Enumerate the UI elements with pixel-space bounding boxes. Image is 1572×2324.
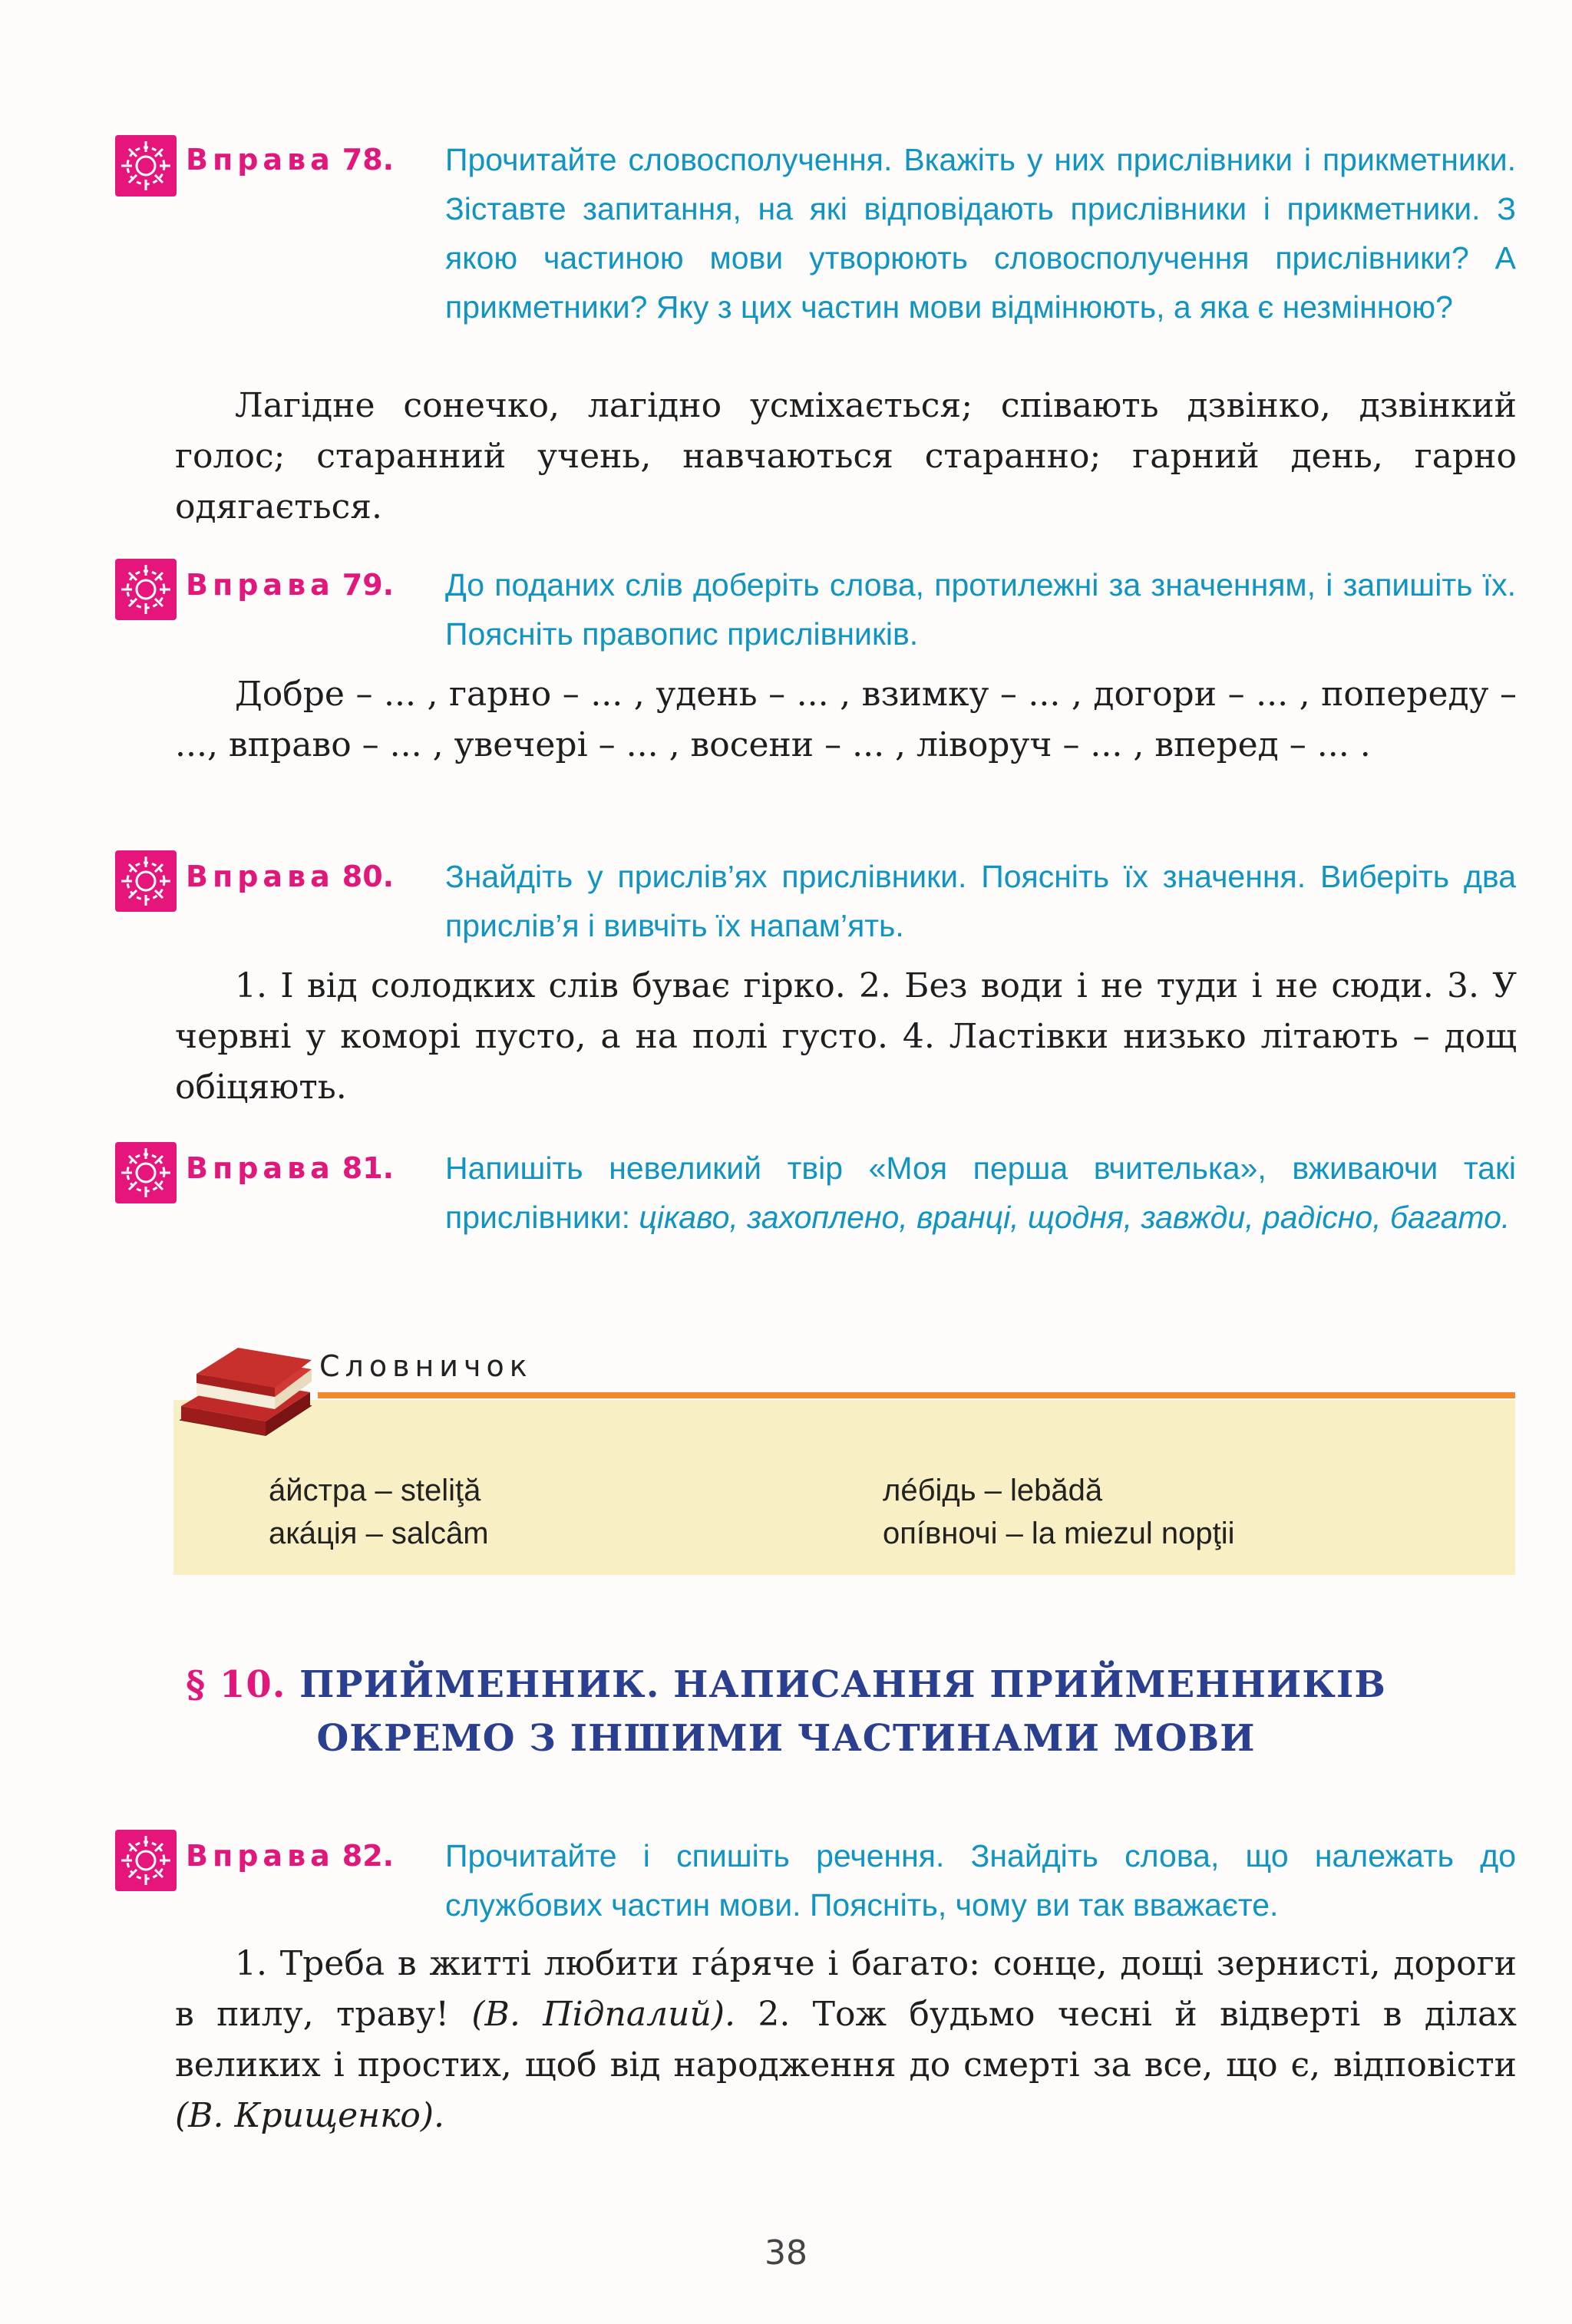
vocabulary-column-right — [883, 1469, 1235, 1555]
section-heading — [0, 1658, 1572, 1765]
section-heading-line-1: § 10. ПРИЙМЕННИК. НАПИСАННЯ ПРИЙМЕННИКІВ — [186, 1663, 1386, 1706]
books-icon — [173, 1335, 319, 1443]
ornament-icon — [115, 1830, 177, 1891]
ornament-icon — [115, 850, 177, 912]
vocabulary-entry: акáція – salcâm — [269, 1517, 489, 1550]
exercise-label: Вправа 78. — [186, 143, 395, 177]
section-heading-line-2: ОКРЕМО З ІНШИМИ ЧАСТИНАМИ МОВИ — [316, 1717, 1256, 1760]
exercise-text: Добре – ... , гарно – ... , удень – ... , взимку – ... , догори – ... , попереду – ..., вправо – ... , увечері – ... , восени – ... , ліворуч – ... , вперед – ... . — [175, 675, 1517, 764]
vocabulary-entry: áйстра – steliţă — [269, 1474, 481, 1507]
ornament-icon — [115, 1142, 177, 1203]
author-citation: (В. Підпалий). — [471, 1995, 735, 2034]
exercise-instruction: До поданих слів доберіть слова, протилежні за значенням, і запишіть їх. Поясніть правопис прислівників. — [445, 567, 1516, 652]
exercise-text: Лагідне сонечко, лагідно усміхається; співають дзвінко, дзвінкий голос; старанний учень, навчаються старанно; гарний день, гарно одягається. — [175, 386, 1517, 527]
vocabulary-title: Словничок — [319, 1349, 533, 1383]
ornament-icon — [115, 135, 177, 196]
exercise-label: Вправа 81. — [186, 1151, 395, 1185]
exercise-text: 1. І від солодких слів буває гірко. 2. Без води і не туди і не сюди. 3. У червні у коморі пусто, а на полі густо. 4. Ластівки низько літають – дощ обіцяють. — [175, 966, 1517, 1107]
ornament-icon — [115, 559, 177, 620]
exercise-label: Вправа 80. — [186, 860, 395, 893]
exercise-label: Вправа 79. — [186, 568, 395, 602]
vocabulary-entry: опíвночі – la miezul nopţii — [883, 1517, 1235, 1550]
exercise-instruction: Знайдіть у прислів’ях прислівники. Поясніть їх значення. Виберіть два прислів’я і вивчіть їх напам’ять. — [445, 859, 1516, 943]
exercise-text: 1. Треба в житті любити гáряче і багато: сонце, дощі зернисті, дороги в пилу, траву! (В. Підпалий). 2. Тож будьмо чесні й відверті в ділах великих і простих, щоб від народження до смерті за все, що є, відповісти (В. Крищенко). — [175, 1944, 1517, 2135]
vocabulary-box — [173, 1351, 1515, 1575]
vocabulary-entry: лéбідь – lebădă — [883, 1474, 1103, 1507]
exercise-instruction: Прочитайте і спишіть речення. Знайдіть слова, що належать до службових частин мови. Поясніть, чому ви так вважаєте. — [445, 1838, 1516, 1923]
exercise-label: Вправа 82. — [186, 1839, 395, 1873]
author-citation: (В. Крищенко). — [175, 2096, 445, 2135]
exercise-instruction: Напишіть невеликий твір «Моя перша вчителька», вживаючи такі прислівники: цікаво, захоплено, вранці, щодня, завжди, радісно, багато. — [445, 1150, 1516, 1235]
page-number: 38 — [765, 2233, 807, 2273]
vocabulary-rule — [318, 1392, 1515, 1398]
vocabulary-column-left — [269, 1469, 489, 1555]
exercise-instruction: Прочитайте словосполучення. Вкажіть у них прислівники і прикметники. Зіставте запитання, на які відповідають прислівники і прикметники. З якою частиною мови утворюють словосполучення прислівники? А прикметники? Яку з цих частин мови відмінюють, а яка є незмінною? — [445, 142, 1516, 325]
section-number: § 10. — [186, 1663, 286, 1706]
